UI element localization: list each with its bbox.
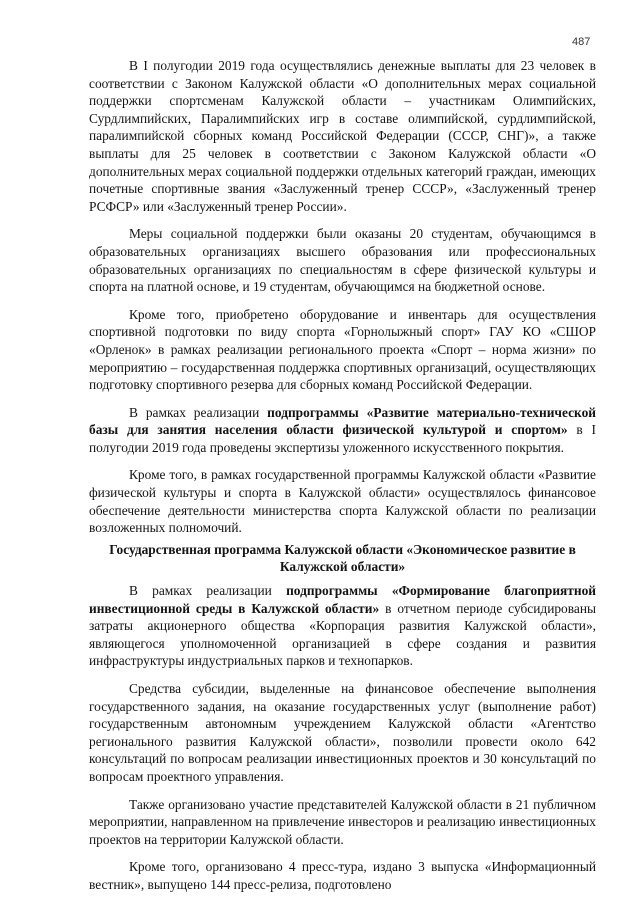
paragraph-text: Меры социальной поддержки были оказаны 20 студентам, обучающимся в образовательных организациях высшего образования или профессиональных образовательных организациях по специальностям в сфере физической культуры и спорта на платной основе, и 19 студентам, обучающимся на бюджетной основе. [89,226,596,295]
paragraph-p3 [89,306,596,394]
paragraph-text: Кроме того, в рамках государственной программы Калужской области «Развитие физической культуры и спорта в Калужской области» осуществлялось финансовое обеспечение деятельности министерства спорта Калужской области по реализации возложенных полномочий. [89,467,596,536]
paragraph-text: в отчетном периоде субсидированы затраты акционерного общества «Корпорация развития Калужской области», являющегося уполномоченной организацией в сфере создания и развития инфраструктуры индустриальных парков и технопарков. [89,600,597,669]
paragraph-text: В рамках реализации [129,404,268,420]
paragraph-text: В рамках реализации [129,583,287,599]
paragraph-p5 [89,466,596,536]
page-number: 487 [572,36,591,48]
paragraph-p6 [89,582,596,670]
paragraph-text: Также организовано участие представителей Калужской области в 21 публичном мероприятии, направленном на привлечение инвесторов и реализацию инвестиционных проектов на территории Калужской области. [89,796,596,847]
paragraph-p9 [89,858,596,893]
paragraph-p2 [89,225,596,295]
paragraph-bold-text: подпрограммы «Развитие материально-технической базы для занятия населения области физической культурой и спортом» [89,404,596,438]
paragraph-p7 [89,680,596,786]
paragraph-p8 [89,796,596,849]
paragraph-text: Средства субсидии, выделенные на финансовое обеспечение выполнения государственного задания, на оказание государственных услуг (выполнение работ) государственным автономным учреждением Калужской области «Агентство регионального развития Калужской области», позволили провести около 642 консультаций по вопросам реализации инвестиционных проектов и 30 консультаций по вопросам проектного управления. [89,681,596,784]
section-heading: Государственная программа Калужской области «Экономическое развитие в Калужской области» [109,541,576,575]
paragraph-bold-text: подпрограммы «Формирование благоприятной инвестиционной среды в Калужской области» [89,583,596,616]
paragraphs-before-heading [89,57,596,537]
paragraph-text: Кроме того, приобретено оборудование и инвентарь для осуществления спортивной подготовки по виду спорта «Горнолыжный спорт» ГАУ КО «СШОР «Орленок» в рамках реализации регионального проекта «Спорт – норма жизни» по мероприятию – государственная поддержка спортивных организаций, осуществляющих подготовку спортивного резерва для сборных команд Российской Федерации. [89,306,596,393]
document-body [89,57,596,904]
paragraph-text: Кроме того, организовано 4 пресс-тура, издано 3 выпуска «Информационный вестник», выпущено 144 пресс-релиза, подготовлено [89,859,596,892]
paragraph-p4 [89,404,596,457]
paragraph-text: в I полугодии 2019 года проведены экспертизы уложенного искусственного покрытия. [89,422,596,455]
paragraph-p1 [89,57,596,215]
paragraph-text: В I полугодии 2019 года осуществлялись денежные выплаты для 23 человек в соответствии с Законом Калужской области «О дополнительных мерах социальной поддержки спортсменам Калужской области – участникам Олимпийских, Сурдлимпийских, Паралимпийских игр в составе олимпийской, сурдлимпийской, паралимпийской сборных команд Российской Федерации (СССР, СНГ)», а также выплаты для 25 человек в соответствии с Законом Калужской области «О дополнительных мерах социальной поддержки отдельных категорий граждан, имеющих почетные спортивные звания «Заслуженный тренер СССР», «Заслуженный тренер РСФСР» или «Заслуженный тренер России». [89,58,596,214]
paragraphs-after-heading [89,582,596,894]
